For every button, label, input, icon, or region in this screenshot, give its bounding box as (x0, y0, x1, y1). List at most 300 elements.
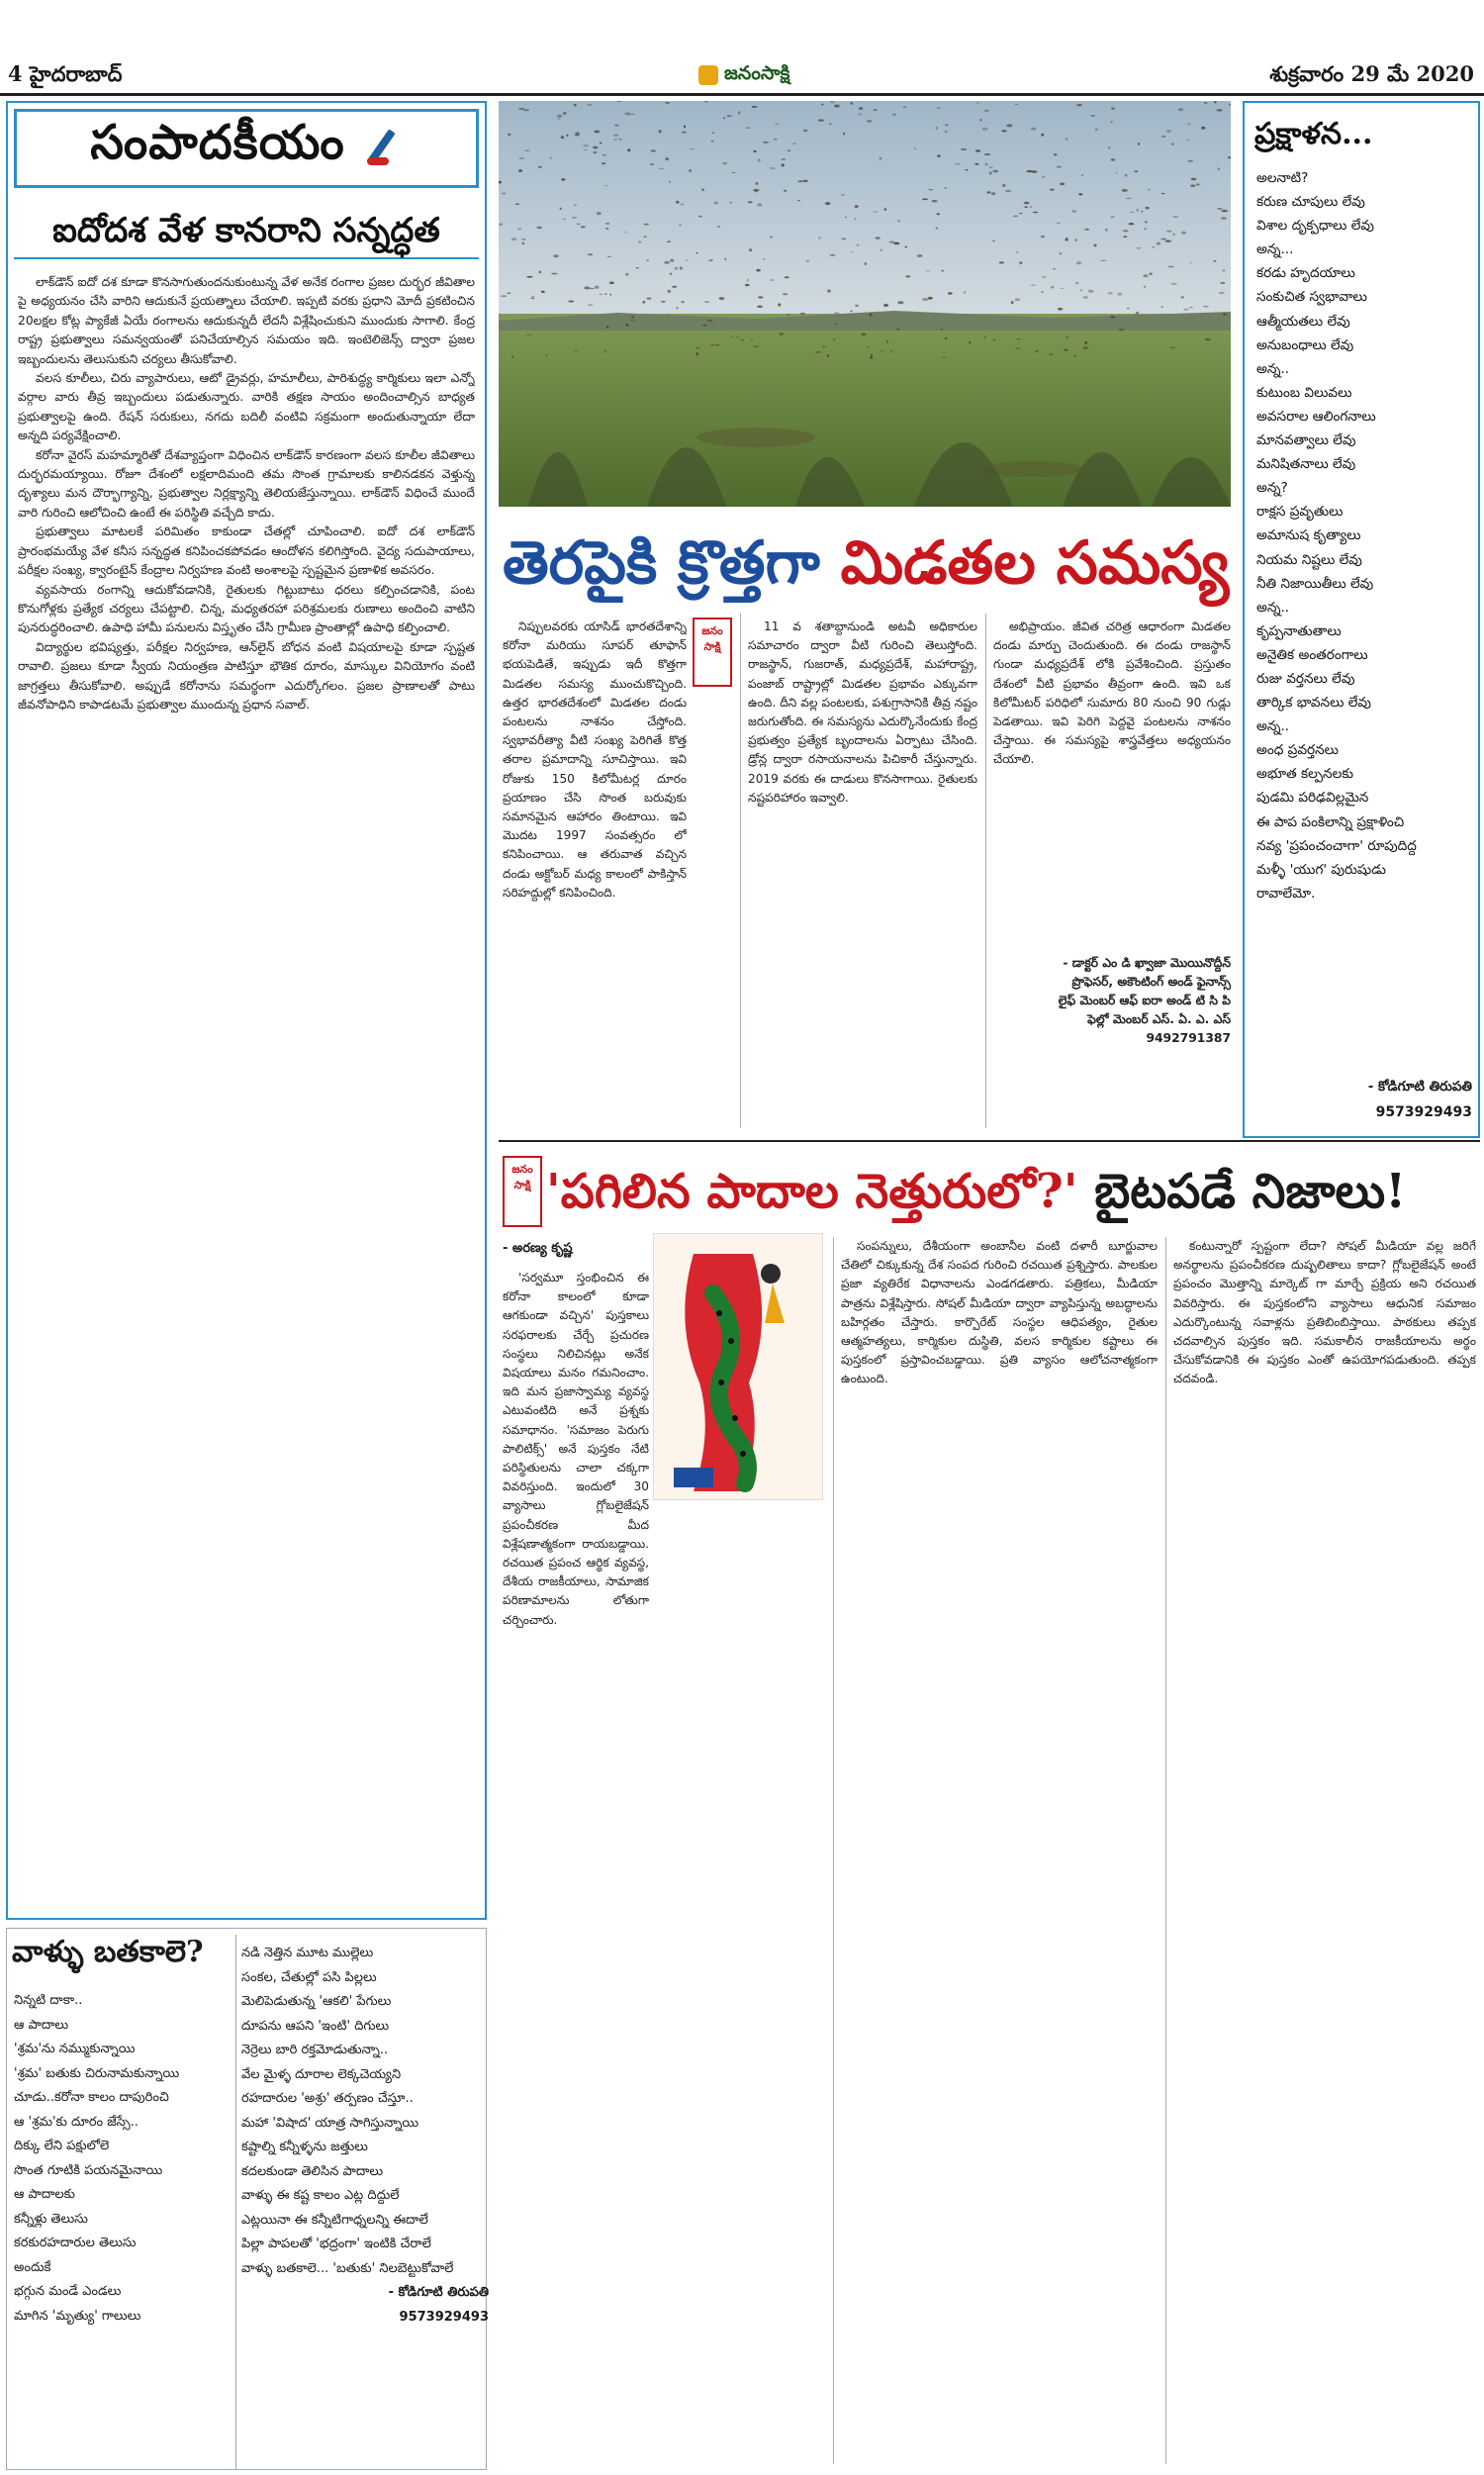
locust-speck (1080, 289, 1082, 291)
locust-speck (1122, 189, 1128, 192)
locust-speck (567, 135, 569, 138)
locust-speck (779, 333, 784, 335)
locust-speck (948, 292, 953, 294)
locust-speck (937, 154, 941, 157)
locust-speck (1166, 231, 1171, 233)
locust-speck (986, 191, 990, 193)
locust-speck (989, 171, 992, 174)
locust-speck (857, 244, 860, 246)
locust-speck (778, 304, 781, 307)
locust-speck (732, 172, 736, 173)
locust-speck (1005, 190, 1011, 193)
locust-speck (701, 188, 704, 191)
locust-speck (770, 279, 774, 281)
poem-line: కన్నీళ్లు తెలుసు (14, 2211, 88, 2227)
locust-speck (1189, 307, 1193, 308)
locust-speck (1066, 336, 1067, 339)
editorial-paragraph: విద్యార్థుల భవిష్యత్తు, పరీక్షల నిర్వహణ, ఆన్‌లైన్ బోధన వంటి విషయాలపై కూడా స్పష్టత రావాలి. ప్రజలు కూడా స్వీయ నియంత్రణ పాటిస్తూ భౌతిక దూరం, మాస్కుల వినియోగం వంటి జాగ్రత్తలు తీసుకోవాలి. అప్పుడే కరోనాను సమర్థంగా ఎదుర్కోగలం. ప్రజల ప్రాణాలతో పాటు జీవనోపాధిని కాపాడటమే ప్రభుత్వాల ముందున్న ప్రధాన సవాల్. (18, 639, 475, 712)
page-label: 4 హైదరాబాద్ (8, 61, 123, 86)
locust-speck (782, 163, 785, 166)
locust-speck (508, 134, 510, 136)
locust-speck (1144, 286, 1146, 288)
poem-line: అందుకే (14, 2259, 51, 2275)
hero-headline-part1: తెరపైకి క్రొత్తగా (503, 528, 820, 598)
locust-speck (1220, 282, 1225, 284)
locust-speck (558, 118, 561, 120)
poem-line: భగ్గున మండే ఎండలు (14, 2284, 122, 2299)
locust-speck (1011, 301, 1014, 304)
locust-speck (834, 105, 840, 108)
locust-speck (712, 132, 715, 134)
locust-speck (841, 238, 846, 239)
poem-line: రహదారుల 'అశ్రు' తర్పణం చేస్తూ.. (241, 2091, 414, 2106)
locust-speck (806, 260, 809, 262)
locust-speck (1191, 178, 1197, 181)
locust-speck (1146, 207, 1150, 210)
locust-speck (797, 200, 800, 201)
locust-speck (1221, 217, 1227, 219)
poem-line: కుటుంబ విలువలు (1256, 384, 1352, 401)
locust-speck (1111, 108, 1115, 110)
locust-speck (984, 110, 989, 112)
locust-speck (818, 237, 821, 238)
locust-speck (1088, 290, 1094, 293)
locust-speck (669, 181, 672, 182)
poem-line: తార్కిక భావనలు లేవు (1256, 695, 1371, 712)
poem-line: ఆ పాదాలు (14, 2017, 69, 2033)
locust-speck (829, 254, 835, 255)
locust-speck (896, 329, 899, 331)
locust-speck (1041, 134, 1044, 137)
poem-line: ఆత్మీయతలు లేవు (1256, 313, 1350, 330)
locust-speck (1108, 146, 1111, 149)
locust-speck (1110, 216, 1114, 218)
locust-speck (521, 238, 526, 239)
locust-speck (1222, 210, 1228, 212)
locust-speck (1203, 306, 1209, 308)
hero-headline (503, 523, 1230, 604)
locust-speck (876, 237, 881, 239)
locust-speck (719, 297, 725, 300)
locust-speck (1161, 193, 1165, 194)
locust-speck (843, 133, 845, 136)
locust-speck (855, 205, 859, 208)
locust-speck (630, 320, 635, 322)
locust-speck (1129, 223, 1135, 225)
locust-speck (666, 314, 669, 315)
locust-speck (600, 294, 603, 295)
poem-line: ఎట్లయినా ఈ కన్నీటిగాధ్నలన్ని ఈదాలే (241, 2212, 428, 2228)
locust-speck (1118, 293, 1123, 296)
locust-speck (822, 346, 825, 348)
poem-line: అన్న.. (1256, 360, 1290, 377)
locust-speck (1090, 115, 1095, 116)
locust-speck (1051, 286, 1055, 289)
locust-speck (723, 117, 725, 119)
locust-speck (731, 335, 734, 337)
poem-line: పుడమి పరిఢవిల్లమైన (1256, 790, 1369, 807)
poem-line: మళ్ళీ 'యుగ' పురుషుడు (1256, 861, 1386, 878)
poem-line: అనైతిక అంతరంగాలు (1256, 646, 1368, 663)
locust-speck (945, 124, 949, 126)
locust-speck (1050, 189, 1055, 191)
locust-speck (862, 333, 867, 335)
locust-speck (922, 298, 928, 301)
locust-speck (928, 189, 933, 190)
locust-speck (584, 286, 590, 289)
editorial-paragraph: కరోనా వైరస్ మహమ్మారితో దేశవ్యాప్తంగా విధించిన లాక్‌డౌన్ కారణంగా వలస కూలీల జీవితాలు దుర్భరమయ్యాయి. రోజూ దేశంలో లక్షలాదిమంది తమ సొంత గ్రామాలకు కాలినడకన వెళ్తున్న దృశ్యాలు మన దౌర్భాగ్యాన్ని, ప్రభుత్వాల నిర్లక్ష్యాన్ని తెలియజేస్తున్నాయి. లాక్‌డౌన్ విధించే ముందే వారి గురించి ఆలోచించి ఉంటే ఈ పరిస్థితి వచ్చేది కాదు. (18, 447, 475, 520)
locust-speck (588, 253, 594, 255)
locust-speck (1054, 153, 1058, 156)
locust-speck (1131, 212, 1135, 213)
editorial-paragraph: ప్రభుత్వాలు మాటలకే పరిమితం కాకుండా చేతల్లో చూపించాలి. ఐదో దశ లాక్‌డౌన్ ప్రారంభమయ్యే వేళ కనీస సన్నద్ధత కనిపించకపోవడం ఆందోళన కలిగిస్తోంది. వైద్య సదుపాయాలు, పరీక్షల సంఖ్య, క్వారంటైన్ కేంద్రాల నిర్వహణ వంటి అంశాలపై స్పష్టమైన ప్రణాళిక అవసరం. (18, 524, 475, 578)
locust-speck (689, 169, 692, 172)
poem-line: మాగిన 'మృత్యు' గాలులు (14, 2308, 141, 2324)
locust-speck (538, 166, 542, 168)
locust-speck (707, 320, 713, 323)
poem-line: నీతి నిజాయితీలు లేవు (1256, 575, 1374, 592)
locust-speck (1125, 174, 1127, 177)
locust-speck (1082, 296, 1088, 299)
locust-speck (581, 226, 586, 228)
locust-speck (1183, 309, 1188, 311)
poem-line: అంధ ప్రవర్తనలు (1256, 742, 1339, 759)
locust-speck (668, 290, 671, 293)
locust-speck (740, 338, 744, 341)
locust-speck (729, 202, 731, 203)
locust-speck (964, 291, 967, 294)
locust-speck (658, 130, 661, 133)
locust-speck (1081, 174, 1084, 175)
locust-speck (1060, 252, 1063, 254)
locust-speck (1019, 213, 1022, 214)
locust-speck (1171, 143, 1174, 145)
locust-speck (1042, 176, 1045, 178)
poem-column-rule (235, 1935, 236, 2469)
locust-speck (563, 219, 566, 220)
locust-speck (583, 144, 589, 146)
locust-speck (526, 276, 532, 278)
locust-speck (905, 275, 910, 277)
locust-speck (572, 217, 577, 218)
locust-speck (1181, 232, 1186, 235)
locust-speck (748, 201, 753, 203)
issue-date: శుక్రవారం 29 మే 2020 (1269, 61, 1474, 86)
poem-line: కరడు హృదయాలు (1256, 265, 1355, 282)
locust-speck (1001, 130, 1006, 132)
poem-line: నడి నెత్తిన మూట ముల్లెలు (241, 1946, 374, 1960)
locust-speck (758, 159, 761, 162)
locust-speck (711, 141, 714, 143)
poem-line: దిక్కు లేని పక్షులోలె (14, 2139, 110, 2153)
locust-speck (651, 149, 656, 151)
locust-speck (1219, 292, 1225, 295)
locust-speck (783, 293, 788, 295)
locust-speck (1137, 209, 1139, 212)
poem-line: మహా 'విషాద' యాత్ర సాగిస్తున్నాయి (241, 2115, 419, 2131)
locust-speck (974, 163, 978, 165)
editorial-body (18, 273, 475, 1906)
book-article-col2 (841, 1237, 1158, 2464)
locust-speck (727, 115, 732, 117)
locust-speck (788, 150, 791, 151)
locust-speck (945, 131, 948, 133)
locust-speck (647, 298, 652, 300)
locust-speck (942, 270, 944, 272)
locust-speck (855, 218, 857, 220)
hero-headline-part2: మిడతల సమస్య (840, 528, 1230, 598)
locust-speck (676, 307, 679, 309)
locust-speck (1033, 212, 1038, 214)
locust-speck (1064, 349, 1068, 351)
locust-speck (757, 204, 762, 207)
locust-speck (690, 148, 695, 149)
locust-article-col3 (993, 618, 1231, 950)
locust-speck (553, 254, 559, 257)
poem-phone: 9573929493 (399, 2309, 489, 2325)
poem-line: సంకుచిత స్వభావాలు (1256, 289, 1367, 306)
locust-speck (606, 326, 609, 328)
locust-speck (624, 232, 627, 233)
poem-line: నవ్య 'ప్రపంచంచాగా' రూపుదిద్ద (1256, 837, 1417, 854)
column-rule (985, 614, 986, 1128)
locust-speck (1071, 210, 1076, 213)
locust-speck (680, 266, 683, 269)
locust-speck (749, 248, 752, 251)
locust-speck (993, 170, 999, 173)
locust-speck (1123, 230, 1129, 232)
locust-speck (1035, 350, 1039, 351)
article-text: అభిప్రాయం. జీవిత చరిత్ర ఆధారంగా మిడతల దండు మార్పు చెందుతుంది. ఈ దండు రాజస్థాన్ గుండా మధ్యప్రదేశ్ లోకి ప్రవేశించింది. ప్రస్తుతం దేశంలో వీటి ప్రభావం తీవ్రంగా ఉంది. ఇవి ఒక కిలోమీటర్ పరిధిలో సుమారు 80 నుంచి 90 గుడ్లు పెడతాయి. ఇవి పెరిగి పెద్దవై పంటలను నాశనం చేస్తాయి. ఈ సమస్యపై శాస్త్రవేత్తలు అధ్యయనం చేయాలి. (993, 619, 1231, 767)
locust-speck (511, 355, 513, 358)
locust-speck (941, 329, 944, 331)
article-text: కంటున్నారో స్పష్టంగా లేదా? సోషల్ మీడియా వల్ల జరిగే అనర్థాలను ప్రపంచీకరణ దుష్పలితాలు కాదా? గ్లోబలైజేషన్ అంటే ప్రపంచం మొత్తాన్ని మార్కెట్ గా మార్చే ప్రక్రియ అని రచయిత వివరిస్తారు. ఈ పుస్తకంలోని వ్యాసాలు ఆధునిక సమాజం ఎదుర్కొంటున్న సవాళ్లను ప్రతిబింబిస్తాయి. పాఠకులు తప్పక చదవాల్సిన పుస్తకం ఇది. సమకాలీన రాజకీయాలను అర్థం చేసుకోవడానికి ఈ పుస్తకం ఎంతో ఉపయోగపడుతుంది. తప్పక చదవండి. (1173, 1239, 1476, 1386)
locust-speck (881, 249, 883, 251)
locust-speck (661, 301, 666, 303)
locust-speck (883, 304, 888, 307)
locust-speck (644, 224, 649, 226)
locust-speck (1042, 276, 1046, 277)
locust-speck (629, 114, 635, 115)
locust-speck (870, 356, 873, 359)
locust-speck (672, 286, 677, 288)
locust-speck (523, 109, 529, 111)
locust-speck (870, 314, 873, 317)
locust-speck (1057, 223, 1061, 224)
poem-line: 'శ్రమ' బతుకు చిరునామకున్నాయి (14, 2065, 180, 2081)
locust-speck (936, 108, 941, 109)
locust-speck (1138, 143, 1140, 145)
locust-speck (867, 120, 873, 122)
locust-speck (1065, 238, 1067, 240)
locust-speck (643, 237, 646, 238)
locust-speck (1076, 261, 1082, 264)
locust-speck (850, 311, 853, 312)
poem-line: నెర్రెలు బారి రక్తమోడుతున్నా.. (241, 2043, 389, 2057)
locust-speck (1201, 127, 1205, 130)
locust-speck (563, 112, 567, 115)
column-rule (740, 614, 741, 1128)
locust-speck (903, 106, 906, 108)
locust-speck (574, 204, 577, 206)
locust-speck (1031, 285, 1036, 286)
locust-speck (1002, 184, 1005, 187)
locust-speck (747, 279, 749, 282)
locust-speck (782, 158, 787, 159)
poem-line: అనుబంధాలు లేవు (1256, 336, 1354, 353)
locust-speck (680, 204, 684, 206)
locust-speck (659, 168, 664, 169)
locust-speck (717, 226, 720, 227)
locust-speck (560, 208, 562, 210)
locust-speck (763, 258, 765, 260)
locust-speck (867, 346, 870, 348)
locust-speck (815, 351, 821, 352)
locust-speck (745, 284, 750, 286)
locust-speck (614, 125, 619, 127)
poem-line: కష్టాల్ని కన్నీళ్ళను జత్తులు (241, 2140, 368, 2154)
poem-line: సంకల, చేతుల్లో పసి పిల్లలు (241, 1969, 377, 1985)
locust-speck (501, 295, 507, 297)
poem-left-lines-b (241, 1942, 489, 2456)
locust-speck (756, 269, 761, 272)
locust-speck (897, 301, 903, 304)
locust-speck (1205, 338, 1211, 341)
locust-speck (613, 134, 619, 137)
poem-line: విశాల దృక్పధాలు లేవు (1256, 218, 1374, 235)
poem-line: నిన్నటి దాకా.. (14, 1993, 83, 2008)
locust-speck (1105, 229, 1108, 232)
locust-speck (1111, 158, 1115, 160)
locust-speck (942, 357, 946, 359)
locust-speck (1229, 104, 1231, 106)
locust-speck (602, 162, 605, 164)
locust-speck (714, 202, 718, 205)
locust-speck (709, 344, 714, 345)
locust-speck (541, 291, 545, 293)
locust-speck (682, 132, 687, 134)
locust-speck (702, 325, 706, 327)
locust-article-col1 (503, 618, 687, 1132)
locust-speck (546, 354, 548, 356)
locust-speck (584, 149, 587, 150)
locust-speck (675, 267, 679, 270)
locust-speck (1127, 308, 1129, 309)
locust-speck (1057, 166, 1062, 168)
locust-speck (859, 113, 862, 115)
locust-speck (619, 139, 622, 141)
locust-speck (696, 252, 697, 254)
locust-speck (827, 290, 830, 293)
locust-speck (1076, 104, 1081, 106)
locust-speck (1041, 236, 1045, 238)
poem-line: మెలిపెడుతున్న 'ఆకలి' పేగులు (241, 1994, 392, 2009)
locust-speck (604, 349, 606, 352)
locust-speck (1167, 266, 1173, 267)
locust-speck (1082, 346, 1088, 348)
locust-speck (736, 336, 739, 338)
locust-speck (518, 169, 522, 172)
locust-speck (561, 136, 565, 139)
locust-speck (991, 192, 995, 195)
locust-speck (625, 273, 628, 276)
locust-speck (1093, 244, 1096, 247)
locust-speck (679, 225, 681, 226)
locust-speck (1136, 312, 1140, 315)
locust-speck (574, 104, 577, 107)
poem-line: రుజు వర్తనలు లేవు (1256, 670, 1355, 687)
locust-speck (787, 314, 789, 316)
book-article-col1-continued (503, 1514, 827, 2464)
poem-line: రాక్షస ప్రవృతులు (1256, 504, 1344, 521)
article-text: 11 వ శతాబ్దానుండి అటవీ అధికారుల సమాచారం ద్వారా వీటి గురించి తెలుస్తోంది. రాజస్థాన్, గుజరాత్, మధ్యప్రదేశ్, మహారాష్ట్ర, పంజాబ్ రాష్ట్రాల్లో మిడతల ప్రభావం ఎక్కువగా ఉంది. దీని వల్ల పంటలకు, పశుగ్రాసానికి తీవ్ర నష్టం జరుగుతోంది. ఈ సమస్యను ఎదుర్కొనేందుకు కేంద్ర ప్రభుత్వం ప్రత్యేక బృందాలను ఏర్పాటు చేసింది. డ్రోన్ల ద్వారా రసాయనాలను పిచికారీ చేస్తున్నారు. 2019 వరకు ఈ దాడులు కొనసాగాయి. రైతులకు నష్టపరిహారం ఇవ్వాలి. (748, 619, 977, 805)
locust-speck (1026, 170, 1032, 172)
locust-speck (1100, 260, 1106, 261)
locust-speck (587, 104, 592, 105)
locust-speck (800, 313, 805, 315)
locust-speck (670, 259, 674, 262)
poem-line: మానవత్వాలు లేవు (1256, 432, 1356, 449)
poem-line: ఈ పాప పంకిలాన్ని ప్రక్షాళించి (1256, 813, 1405, 830)
editorial-banner-title: సంపాదకీయం (90, 115, 345, 170)
section-separator (499, 1140, 1480, 1142)
locust-speck (1053, 268, 1056, 270)
locust-speck (928, 297, 933, 300)
locust-speck (686, 260, 689, 261)
janam-sakshi-badge: జనం సాక్షి (693, 618, 732, 687)
locust-speck (785, 276, 789, 278)
locust-speck (499, 224, 503, 226)
locust-speck (1161, 306, 1163, 308)
locust-speck (1187, 124, 1191, 125)
locust-speck (757, 306, 763, 309)
locust-speck (625, 324, 629, 327)
locust-speck (1108, 292, 1113, 294)
locust-speck (1123, 236, 1127, 238)
newspaper-logo (698, 59, 789, 91)
locust-speck (834, 313, 839, 314)
column-rule (833, 1237, 834, 2464)
book-headline-part1: 'పగిలిన పాదాల నెత్తురులో?' (546, 1164, 1078, 1219)
poem-line: కదలకుండా తెలిసిన పాదాలు (241, 2163, 384, 2179)
poem-line: వేల మైళ్ళ దూరాల లెక్కచెయ్యని (241, 2066, 402, 2082)
locust-speck (917, 254, 923, 257)
locust-speck (1186, 139, 1189, 141)
locust-speck (502, 193, 507, 195)
locust-speck (1165, 240, 1171, 242)
logo-text: జనంసాక్షి (724, 61, 790, 84)
poem-right-lines (1256, 166, 1472, 988)
poem-line: సొంత గూటికి పయనమైనాయి (14, 2162, 163, 2178)
poem-line: చూడు..కరోనా కాలం దాపురించి (14, 2090, 169, 2105)
poem-left-title: వాళ్ళు బతకాలె? (12, 1935, 204, 1969)
locust-speck (1170, 347, 1175, 349)
locust-speck (890, 350, 892, 352)
locust-speck (1196, 183, 1200, 185)
poem-line: కృప్పనాతుతాలు (1256, 622, 1342, 639)
locust-speck (751, 338, 753, 339)
locust-speck (1214, 260, 1217, 262)
locust-speck (665, 157, 669, 160)
locust-speck (775, 124, 779, 126)
locust-speck (873, 211, 878, 212)
locust-speck (676, 201, 680, 204)
locust-speck (609, 294, 612, 296)
locust-speck (1061, 288, 1064, 289)
locust-speck (1066, 138, 1068, 141)
locust-speck (851, 251, 853, 252)
locust-speck (1015, 298, 1020, 301)
